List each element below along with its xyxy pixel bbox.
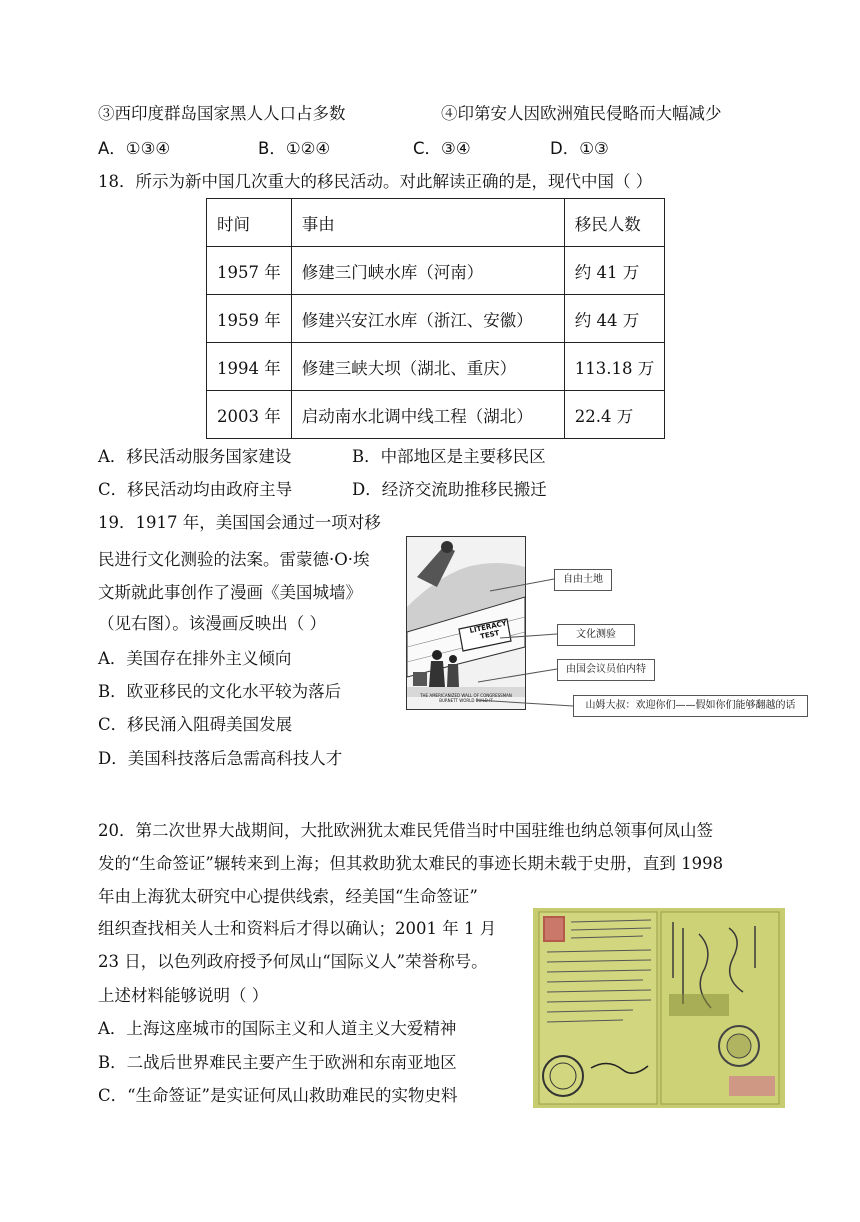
callout-free-land: 自由土地 <box>554 569 612 591</box>
cartoon-caption: THE AMERICANIZED WALL OF CONGRESSMAN BURNETT WORLD BUILD IT <box>420 693 512 703</box>
q17-option-d: D．①③ <box>550 139 609 158</box>
q19-stem-line: 民进行文化测验的法案。雷蒙德·O·埃 <box>98 550 370 569</box>
q19-option-c: C．移民涌入阻碍美国发展 <box>98 715 293 734</box>
callout-congressman: 由国会议员伯内特 <box>557 659 655 681</box>
q20-line: 23 日，以色列政府授予何凤山“国际义人”荣誉称号。 <box>98 952 488 971</box>
q17-item-4: ④印第安人因欧洲殖民侵略而大幅减少 <box>441 104 722 123</box>
table-cell: 启动南水北调中线工程（湖北） <box>291 391 564 439</box>
q18-option-b: B．中部地区是主要移民区 <box>352 447 546 466</box>
life-visa-photo <box>533 908 785 1108</box>
q17-option-c: C．③④ <box>413 139 471 158</box>
q19-stem-line: 文斯就此事创作了漫画《美国城墙》 <box>98 583 362 602</box>
q18-option-a: A．移民活动服务国家建设 <box>98 447 292 466</box>
table-cell: 修建三门峡水库（河南） <box>291 247 564 295</box>
q19-stem-line: 19．1917 年，美国国会通过一项对移 <box>98 513 381 532</box>
q19-option-a: A．美国存在排外主义倾向 <box>98 649 292 668</box>
q19-option-d: D．美国科技落后急需高科技人才 <box>98 749 343 768</box>
callout-literacy-test: 文化测验 <box>557 624 635 646</box>
table-cell: 113.18 万 <box>564 343 664 391</box>
table-header-cell: 移民人数 <box>564 199 664 247</box>
table-header-cell: 事由 <box>291 199 564 247</box>
table-cell: 修建三峡大坝（湖北、重庆） <box>291 343 564 391</box>
visa-drawing <box>533 908 785 1108</box>
q20-line: 上述材料能够说明（ ） <box>98 986 269 1005</box>
q19-option-b: B．欧亚移民的文化水平较为落后 <box>98 682 342 701</box>
table-cell: 1994 年 <box>207 343 292 391</box>
table-cell: 约 41 万 <box>564 247 664 295</box>
table-cell: 22.4 万 <box>564 391 664 439</box>
table-cell: 1957 年 <box>207 247 292 295</box>
table-cell: 2003 年 <box>207 391 292 439</box>
literacy-test-sign: LITERACY TEST <box>468 619 508 641</box>
q20-line: 年由上海犹太研究中心提供线索，经美国“生命签证” <box>98 887 478 906</box>
q20-option-a: A．上海这座城市的国际主义和人道主义大爱精神 <box>98 1019 457 1038</box>
callout-uncle-sam: 山姆大叔：欢迎你们——假如你们能够翻越的话 <box>573 695 808 717</box>
q20-line: 20．第二次世界大战期间，大批欧洲犹太难民凭借当时中国驻维也纳总领事何凤山签 <box>98 821 713 840</box>
q17-option-a: A．①③④ <box>98 139 171 158</box>
q20-option-b: B．二战后世界难民主要产生于欧洲和东南亚地区 <box>98 1053 457 1072</box>
q18-option-d: D．经济交流助推移民搬迁 <box>352 480 547 499</box>
q17-item-3: ③西印度群岛国家黑人人口占多数 <box>98 104 346 123</box>
q19-stem-line: （见右图）。该漫画反映出（ ） <box>98 614 326 633</box>
table-cell: 修建兴安江水库（浙江、安徽） <box>291 295 564 343</box>
table-cell: 约 44 万 <box>564 295 664 343</box>
table-header-cell: 时间 <box>207 199 292 247</box>
q20-line: 组织查找相关人士和资料后才得以确认；2001 年 1 月 <box>98 919 497 938</box>
q20-option-c: C．“生命签证”是实证何凤山救助难民的实物史料 <box>98 1086 458 1105</box>
q18-option-c: C．移民活动均由政府主导 <box>98 480 293 499</box>
table-cell: 1959 年 <box>207 295 292 343</box>
q18-stem: 18．所示为新中国几次重大的移民活动。对此解读正确的是，现代中国（ ） <box>98 172 653 191</box>
q20-line: 发的“生命签证”辗转来到上海；但其救助犹太难民的事迹长期未载于史册，直到 1998 <box>98 854 724 873</box>
q17-option-b: B．①②④ <box>258 139 331 158</box>
